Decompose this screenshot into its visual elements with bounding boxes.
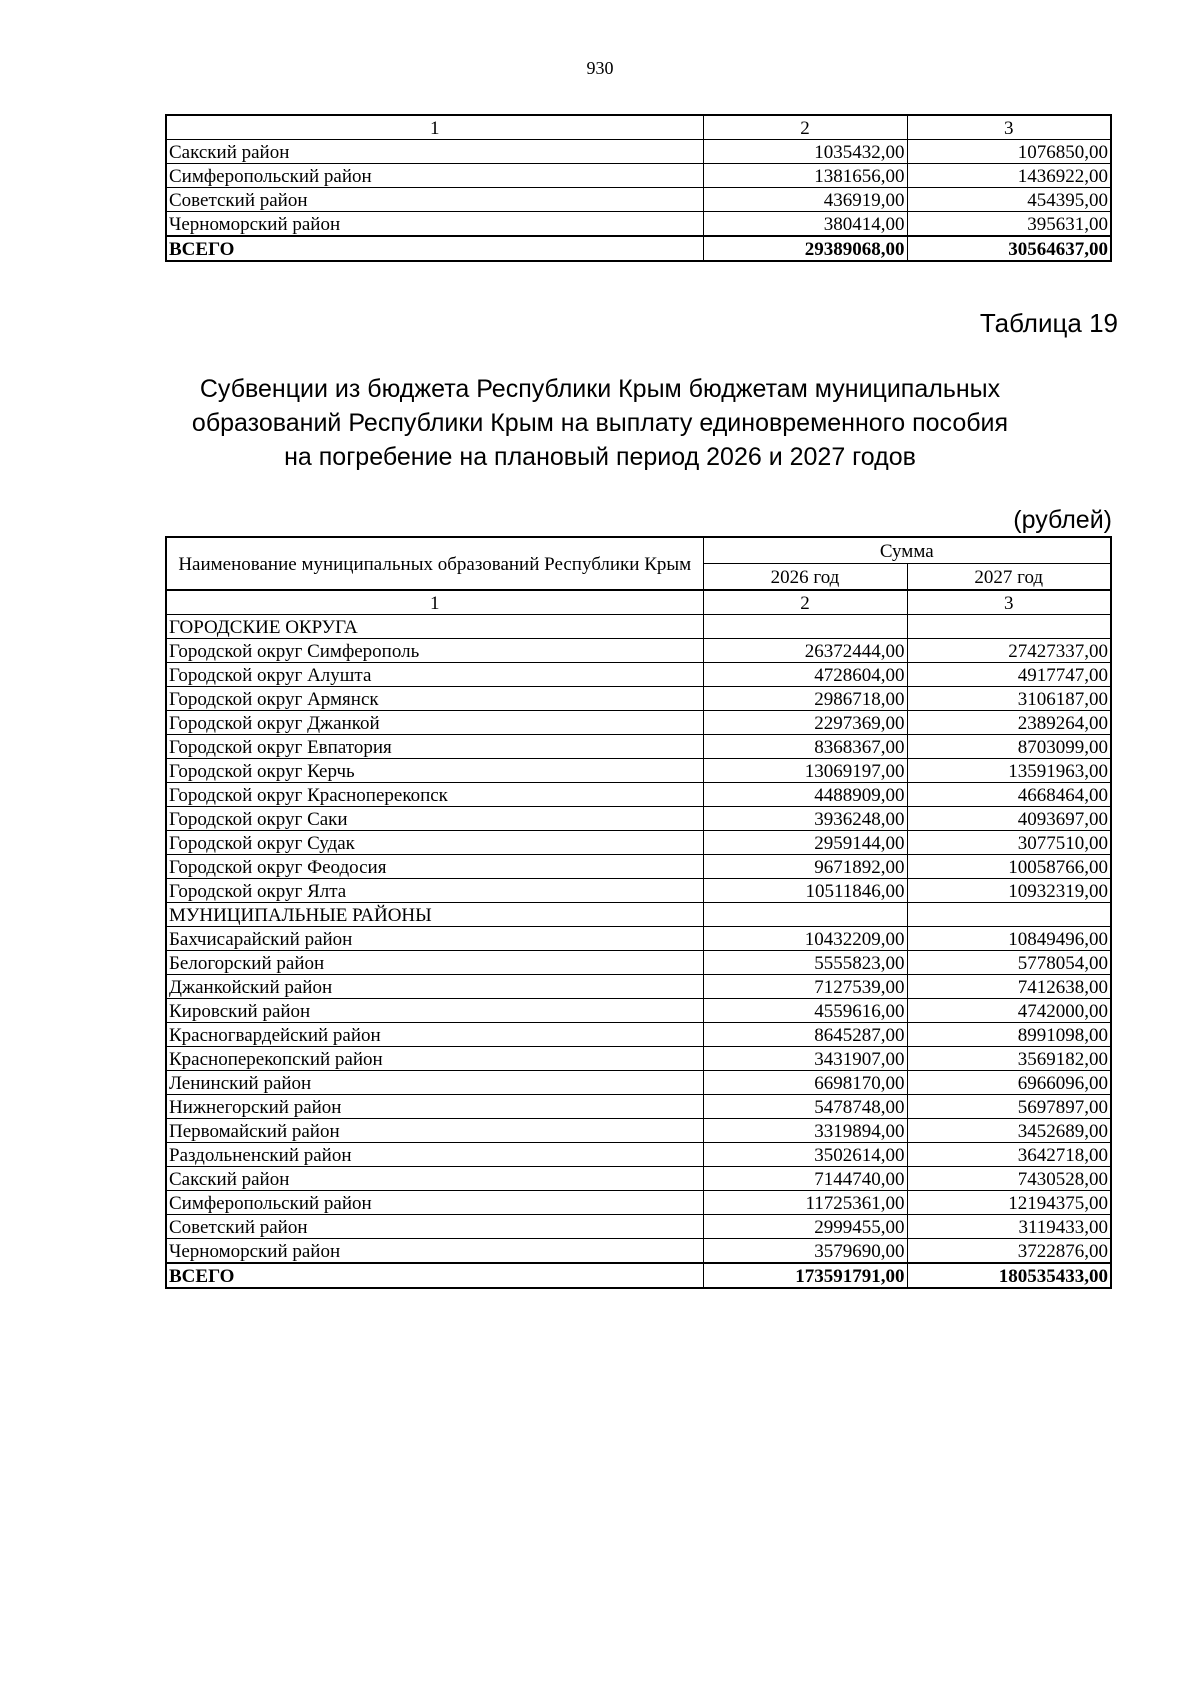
value-2026: 1035432,00 xyxy=(703,140,907,164)
table-row xyxy=(166,212,1111,237)
value-2027: 7412638,00 xyxy=(907,975,1111,999)
value-2027: 10849496,00 xyxy=(907,927,1111,951)
value-2027: 180535433,00 xyxy=(907,1263,1111,1288)
value-2026: 7127539,00 xyxy=(703,975,907,999)
value-2027: 4093697,00 xyxy=(907,807,1111,831)
value-2026: 8645287,00 xyxy=(703,1023,907,1047)
value-2026: 3579690,00 xyxy=(703,1239,907,1264)
row-name: Городской округ Алушта xyxy=(166,663,703,687)
table-row xyxy=(166,759,1111,783)
value-2026: 26372444,00 xyxy=(703,639,907,663)
row-name: Бахчисарайский район xyxy=(166,927,703,951)
row-name: Сакский район xyxy=(166,1167,703,1191)
row-name: Кировский район xyxy=(166,999,703,1023)
value-2027: 8991098,00 xyxy=(907,1023,1111,1047)
subsidies-table xyxy=(165,589,1112,1289)
column-index-row xyxy=(166,115,1111,140)
header-year-2027: 2027 год xyxy=(907,564,1111,591)
column-index-2: 2 xyxy=(703,115,907,140)
row-name: Городской округ Красноперекопск xyxy=(166,783,703,807)
table-row xyxy=(166,831,1111,855)
value-2027: 3452689,00 xyxy=(907,1119,1111,1143)
table-row xyxy=(166,1167,1111,1191)
table-row xyxy=(166,1143,1111,1167)
table-row xyxy=(166,975,1111,999)
table-row xyxy=(166,1071,1111,1095)
table-row xyxy=(166,687,1111,711)
table-row xyxy=(166,807,1111,831)
value-2026: 3431907,00 xyxy=(703,1047,907,1071)
value-2026: 4559616,00 xyxy=(703,999,907,1023)
value-2026: 13069197,00 xyxy=(703,759,907,783)
row-name: Красноперекопский район xyxy=(166,1047,703,1071)
value-2026: 9671892,00 xyxy=(703,855,907,879)
value-2026: 4728604,00 xyxy=(703,663,907,687)
value-2026: 173591791,00 xyxy=(703,1263,907,1288)
column-index-row xyxy=(166,590,1111,615)
table-row xyxy=(166,1191,1111,1215)
column-index-1: 1 xyxy=(166,590,703,615)
value-2027: 4917747,00 xyxy=(907,663,1111,687)
row-name: Первомайский район xyxy=(166,1119,703,1143)
value-2027: 6966096,00 xyxy=(907,1071,1111,1095)
row-name: Городской округ Евпатория xyxy=(166,735,703,759)
continued-table-body xyxy=(166,115,1111,261)
value-2027: 27427337,00 xyxy=(907,639,1111,663)
value-2026: 2986718,00 xyxy=(703,687,907,711)
row-name: Городской округ Саки xyxy=(166,807,703,831)
value-2027: 10932319,00 xyxy=(907,879,1111,903)
value-2026: 4488909,00 xyxy=(703,783,907,807)
table-row xyxy=(166,999,1111,1023)
value-2026: 6698170,00 xyxy=(703,1071,907,1095)
column-index-3: 3 xyxy=(907,590,1111,615)
row-name: Городской округ Армянск xyxy=(166,687,703,711)
value-2027: 5697897,00 xyxy=(907,1095,1111,1119)
table-row xyxy=(166,140,1111,164)
row-name: Городской округ Ялта xyxy=(166,879,703,903)
table-row xyxy=(166,735,1111,759)
value-2027: 454395,00 xyxy=(907,188,1111,212)
empty-cell xyxy=(703,615,907,639)
value-2027: 7430528,00 xyxy=(907,1167,1111,1191)
subsidies-table-body xyxy=(166,590,1111,1288)
row-name: Раздольненский район xyxy=(166,1143,703,1167)
units-label: (рублей) xyxy=(1013,506,1112,534)
table-row xyxy=(166,855,1111,879)
header-year-2026: 2026 год xyxy=(703,564,907,591)
value-2026: 11725361,00 xyxy=(703,1191,907,1215)
row-name: Нижнегорский район xyxy=(166,1095,703,1119)
page-number: 930 xyxy=(586,58,614,78)
row-name: Сакский район xyxy=(166,140,703,164)
table-header xyxy=(165,536,1112,591)
title-line: на погребение на плановый период 2026 и 2027 годов xyxy=(284,443,916,471)
row-name: Джанкойский район xyxy=(166,975,703,999)
value-2026: 3319894,00 xyxy=(703,1119,907,1143)
total-row xyxy=(166,1263,1111,1288)
value-2027: 30564637,00 xyxy=(907,236,1111,261)
value-2026: 3936248,00 xyxy=(703,807,907,831)
header-sum: Сумма xyxy=(703,537,1111,564)
row-name: Симферопольский район xyxy=(166,1191,703,1215)
value-2027: 1436922,00 xyxy=(907,164,1111,188)
row-name: Симферопольский район xyxy=(166,164,703,188)
table-row xyxy=(166,1095,1111,1119)
column-index-3: 3 xyxy=(907,115,1111,140)
value-2026: 2959144,00 xyxy=(703,831,907,855)
header-name-column: Наименование муниципальных образований Республики Крым xyxy=(166,537,703,590)
value-2027: 3722876,00 xyxy=(907,1239,1111,1264)
table-row xyxy=(166,188,1111,212)
value-2027: 10058766,00 xyxy=(907,855,1111,879)
value-2027: 4742000,00 xyxy=(907,999,1111,1023)
table-row xyxy=(166,927,1111,951)
value-2026: 1381656,00 xyxy=(703,164,907,188)
value-2027: 3106187,00 xyxy=(907,687,1111,711)
value-2027: 3119433,00 xyxy=(907,1215,1111,1239)
empty-cell xyxy=(703,903,907,927)
section-title: ГОРОДСКИЕ ОКРУГА xyxy=(166,615,703,639)
value-2027: 5778054,00 xyxy=(907,951,1111,975)
row-name: Городской округ Феодосия xyxy=(166,855,703,879)
value-2027: 395631,00 xyxy=(907,212,1111,237)
table-row xyxy=(166,1239,1111,1264)
row-name: Городской округ Судак xyxy=(166,831,703,855)
table-row xyxy=(166,1023,1111,1047)
table-row xyxy=(166,639,1111,663)
row-name: Белогорский район xyxy=(166,951,703,975)
section-row xyxy=(166,615,1111,639)
total-row xyxy=(166,236,1111,261)
value-2026: 2297369,00 xyxy=(703,711,907,735)
value-2026: 3502614,00 xyxy=(703,1143,907,1167)
column-index-1: 1 xyxy=(166,115,703,140)
empty-cell xyxy=(907,615,1111,639)
value-2026: 29389068,00 xyxy=(703,236,907,261)
table-row xyxy=(166,164,1111,188)
table-row xyxy=(166,1215,1111,1239)
value-2027: 3642718,00 xyxy=(907,1143,1111,1167)
value-2027: 2389264,00 xyxy=(907,711,1111,735)
value-2027: 4668464,00 xyxy=(907,783,1111,807)
row-name: Ленинский район xyxy=(166,1071,703,1095)
table-row xyxy=(166,783,1111,807)
row-name: Городской округ Симферополь xyxy=(166,639,703,663)
row-name: ВСЕГО xyxy=(166,236,703,261)
value-2026: 380414,00 xyxy=(703,212,907,237)
document-title xyxy=(0,372,1200,474)
value-2027: 8703099,00 xyxy=(907,735,1111,759)
continued-table xyxy=(165,114,1112,262)
row-name: ВСЕГО xyxy=(166,1263,703,1288)
row-name: Советский район xyxy=(166,1215,703,1239)
table-row xyxy=(166,1047,1111,1071)
value-2026: 5478748,00 xyxy=(703,1095,907,1119)
value-2027: 1076850,00 xyxy=(907,140,1111,164)
value-2026: 7144740,00 xyxy=(703,1167,907,1191)
column-index-2: 2 xyxy=(703,590,907,615)
empty-cell xyxy=(907,903,1111,927)
row-name: Красногвардейский район xyxy=(166,1023,703,1047)
row-name: Черноморский район xyxy=(166,1239,703,1264)
table-caption: Таблица 19 xyxy=(979,308,1118,338)
row-name: Черноморский район xyxy=(166,212,703,237)
row-name: Городской округ Керчь xyxy=(166,759,703,783)
value-2027: 12194375,00 xyxy=(907,1191,1111,1215)
table-row xyxy=(166,711,1111,735)
value-2026: 436919,00 xyxy=(703,188,907,212)
row-name: Городской округ Джанкой xyxy=(166,711,703,735)
value-2026: 8368367,00 xyxy=(703,735,907,759)
table-row xyxy=(166,1119,1111,1143)
section-row xyxy=(166,903,1111,927)
value-2026: 2999455,00 xyxy=(703,1215,907,1239)
title-line: образований Республики Крым на выплату единовременного пособия xyxy=(191,409,1009,437)
value-2026: 10511846,00 xyxy=(703,879,907,903)
row-name: Советский район xyxy=(166,188,703,212)
value-2027: 13591963,00 xyxy=(907,759,1111,783)
section-title: МУНИЦИПАЛЬНЫЕ РАЙОНЫ xyxy=(166,903,703,927)
value-2027: 3077510,00 xyxy=(907,831,1111,855)
value-2027: 3569182,00 xyxy=(907,1047,1111,1071)
value-2026: 5555823,00 xyxy=(703,951,907,975)
table-row xyxy=(166,879,1111,903)
table-row xyxy=(166,663,1111,687)
title-line: Субвенции из бюджета Республики Крым бюджетам муниципальных xyxy=(199,375,1001,403)
value-2026: 10432209,00 xyxy=(703,927,907,951)
table-row xyxy=(166,951,1111,975)
header-row xyxy=(166,537,1111,564)
